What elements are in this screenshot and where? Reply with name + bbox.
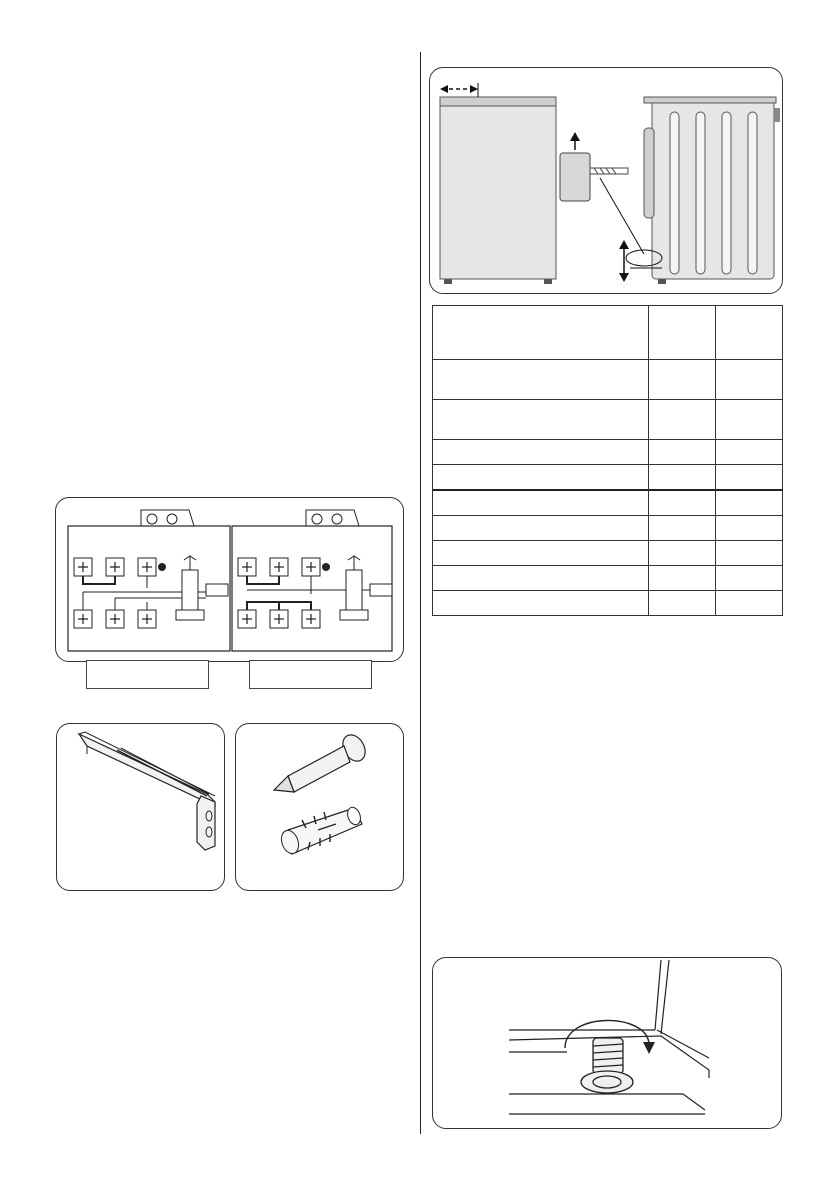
table-row <box>433 566 783 591</box>
table-cell <box>716 591 783 616</box>
table-row <box>433 490 783 516</box>
table-cell <box>716 566 783 591</box>
table-cell <box>649 516 716 541</box>
table-row <box>433 465 783 491</box>
terminal-right-caption <box>249 660 372 689</box>
table-cell <box>433 440 649 465</box>
table-cell <box>649 566 716 591</box>
table-cell <box>433 566 649 591</box>
dimensions-table <box>432 305 783 616</box>
table-cell <box>716 440 783 465</box>
table-header-row <box>433 306 783 360</box>
table-cell <box>433 541 649 566</box>
table-cell <box>649 360 716 400</box>
wall-bracket-figure <box>56 723 225 891</box>
table-header-cell <box>649 306 716 360</box>
table-cell <box>716 360 783 400</box>
table-cell <box>649 490 716 516</box>
table-cell <box>716 400 783 440</box>
screw-plug-figure <box>235 723 404 891</box>
table-row <box>433 591 783 616</box>
adjustable-foot-icon <box>433 958 781 1128</box>
terminal-block-figure <box>55 497 404 662</box>
table-cell <box>716 541 783 566</box>
table-cell <box>716 465 783 491</box>
table-cell <box>716 516 783 541</box>
table-cell <box>433 490 649 516</box>
table-cell <box>649 440 716 465</box>
wall-bracket-icon <box>57 724 224 890</box>
table-row <box>433 440 783 465</box>
terminal-left-caption <box>86 660 209 689</box>
table-cell <box>433 516 649 541</box>
table-cell <box>433 400 649 440</box>
table-cell <box>649 465 716 491</box>
screw-and-wall-plug-icon <box>236 724 403 890</box>
table-row <box>433 400 783 440</box>
table-cell <box>716 490 783 516</box>
table-row <box>433 516 783 541</box>
table-row <box>433 360 783 400</box>
table-row <box>433 541 783 566</box>
table-header-cell <box>716 306 783 360</box>
table-cell <box>649 591 716 616</box>
table-cell <box>649 541 716 566</box>
levelling-foot-figure <box>432 957 782 1129</box>
table-cell <box>649 400 716 440</box>
table-cell <box>433 360 649 400</box>
table-header-cell <box>433 306 649 360</box>
column-divider <box>420 52 421 1134</box>
washer-clearance-figure <box>429 67 783 294</box>
table-cell <box>433 465 649 491</box>
washing-machine-clearance-diagram <box>430 68 782 293</box>
terminal-connection-diagram <box>56 498 403 661</box>
table-cell <box>433 591 649 616</box>
